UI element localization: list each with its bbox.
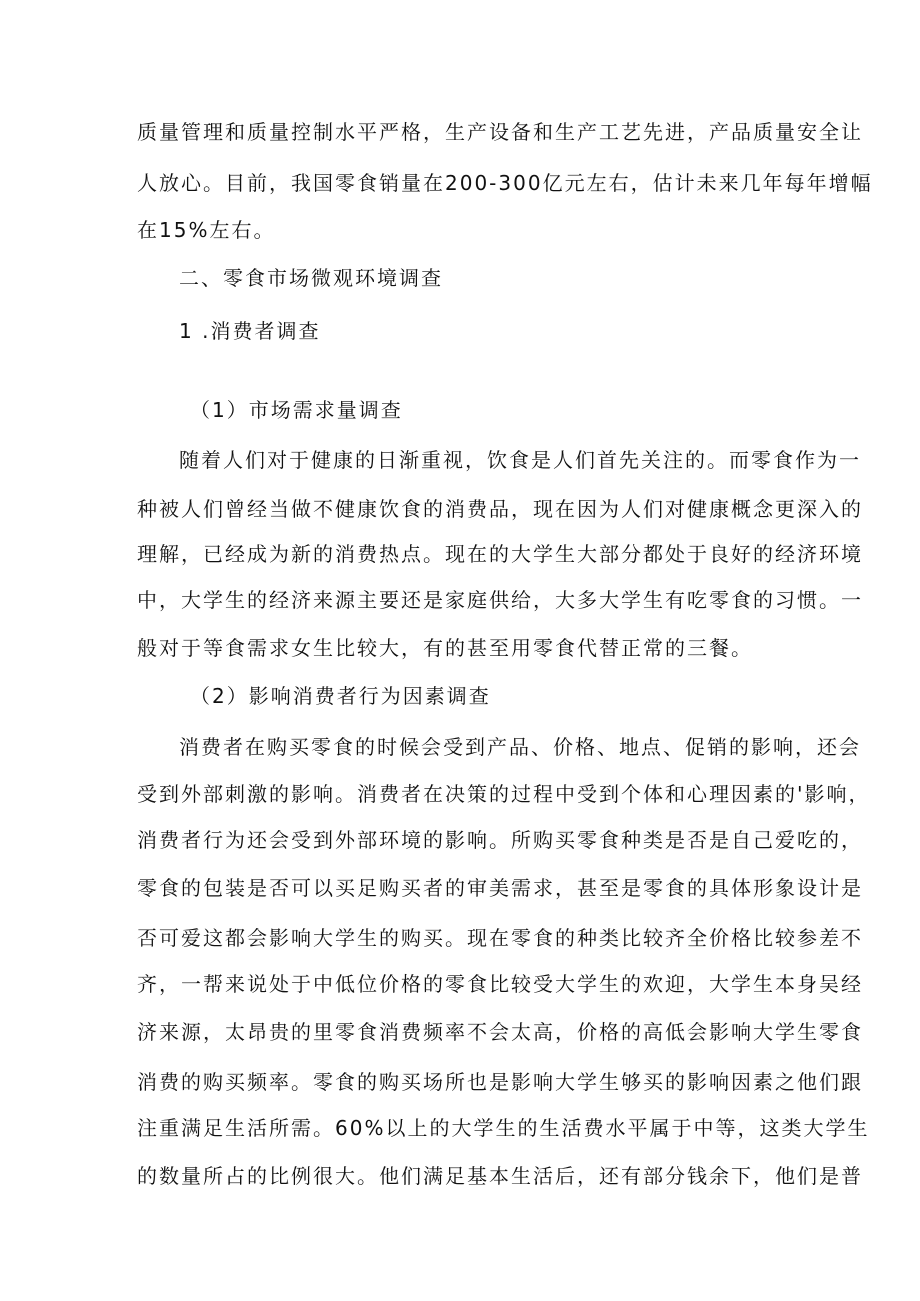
paragraph-line: 人放心。目前，我国零食销量在200-300亿元左右，估计未来几年每年增幅 [137, 171, 873, 195]
item-heading: （1）市场需求量调查 [190, 398, 403, 422]
subsection-heading: 1 .消费者调查 [179, 319, 321, 343]
paragraph-line: 般对于等食需求女生比较大，有的甚至用零食代替正常的三餐。 [137, 636, 753, 660]
paragraph-line: 注重满足生活所需。60%以上的大学生的生活费水平属于中等，这类大学生 [137, 1116, 870, 1140]
paragraph-line: 否可爱这都会影响大学生的购买。现在零食的种类比较齐全价格比较参差不 [137, 926, 863, 950]
paragraph-line: 质量管理和质量控制水平严格，生产设备和生产工艺先进，产品质量安全让 [137, 120, 863, 144]
paragraph-line: 中，大学生的经济来源主要还是家庭供给，大多大学生有吃零食的习惯。一 [137, 588, 863, 612]
paragraph-line: 济来源，太昂贵的里零食消费频率不会太高，价格的高低会影响大学生零食 [137, 1020, 863, 1044]
section-heading: 二、零食市场微观环境调查 [179, 266, 443, 290]
paragraph-line: 随着人们对于健康的日渐重视，饮食是人们首先关注的。而零食作为一 [179, 448, 861, 472]
paragraph-line: 在15%左右。 [137, 218, 276, 242]
paragraph-line: 齐，一帮来说处于中低位价格的零食比较受大学生的欢迎，大学生本身吴经 [137, 972, 863, 996]
paragraph-line: 消费者行为还会受到外部环境的影响。所购买零食种类是否是自己爱吃的， [137, 828, 863, 852]
item-heading: （2）影响消费者行为因素调查 [190, 684, 491, 708]
paragraph-line: 理解，已经成为新的消费热点。现在的大学生大部分都处于良好的经济环境 [137, 542, 863, 566]
paragraph-line: 的数量所占的比例很大。他们满足基本生活后，还有部分钱余下，他们是普 [137, 1164, 863, 1188]
paragraph-line: 零食的包装是否可以买足购买者的审美需求，甚至是零食的具体形象设计是 [137, 876, 863, 900]
paragraph-line: 种被人们曾经当做不健康饮食的消费品，现在因为人们对健康概念更深入的 [137, 497, 863, 521]
paragraph-line: 消费者在购买零食的时候会受到产品、价格、地点、促销的影响，还会 [179, 735, 861, 759]
paragraph-line: 消费的购买频率。零食的购买场所也是影响大学生够买的影响因素之他们跟 [137, 1070, 863, 1094]
paragraph-line: 受到外部刺激的影响。消费者在决策的过程中受到个体和心理因素的'影响， [137, 782, 871, 806]
